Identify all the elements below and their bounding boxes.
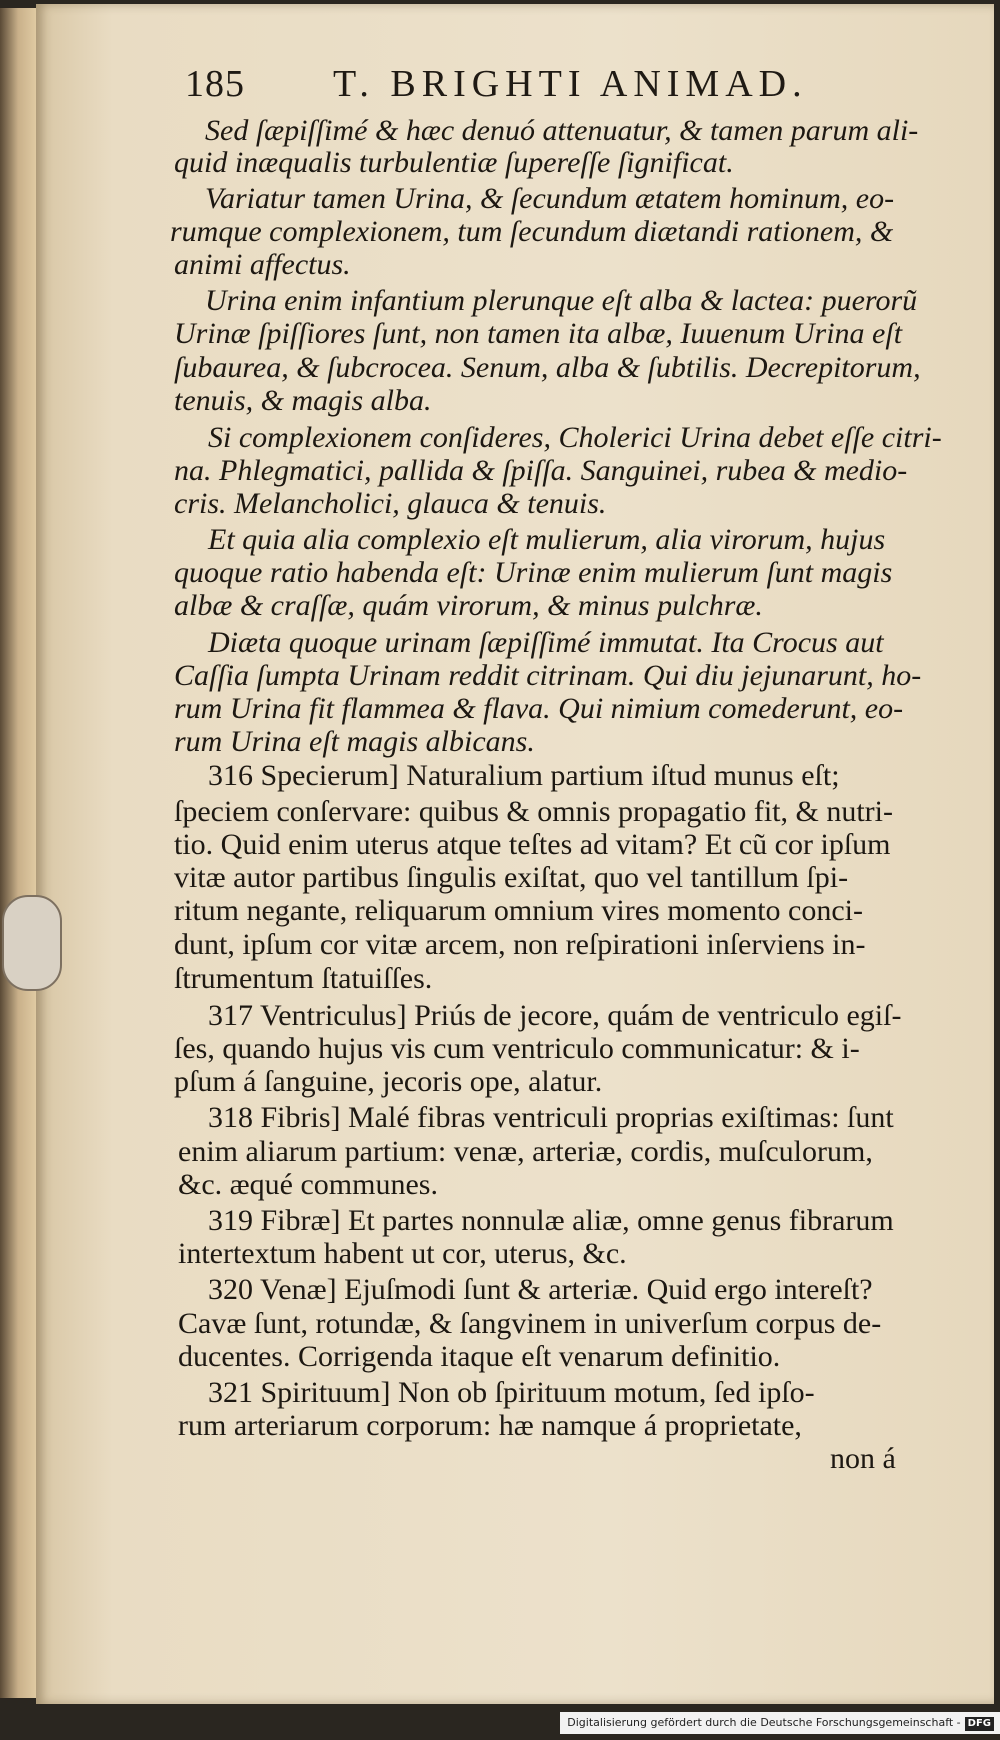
text-line: Et quia alia complexio eſt mulierum, alia virorum, hujus [208,523,886,556]
footer-credit [560,1712,1000,1734]
text-line: ritum negante, reliquarum omnium vires momento conci- [174,894,863,927]
page-number: 185 [185,63,245,105]
footer-text: Digitalisierung gefördert durch die Deutsche Forschungsgemeinschaft - [567,1716,961,1729]
text-line: vitæ autor partibus ſingulis exiſtat, quo vel tantillum ſpi- [174,861,849,894]
text-line: rum Urina fit flammea & flava. Qui nimium comederunt, eo- [174,692,904,725]
text-line: Sed ſæpiſſimé & hæc denuó attenuatur, & tamen parum ali- [205,114,919,147]
text-line: ſubaurea, & ſubcrocea. Senum, alba & ſubtilis. Decrepitorum, [174,351,921,384]
text-line: rum arteriarum corporum: hæ namque á proprietate, [178,1409,802,1442]
text-line: albæ & craſſæ, quám virorum, & minus pulchræ. [174,589,763,622]
text-line: quoque ratio habenda eſt: Urinæ enim mulierum ſunt magis [174,556,893,589]
text-line: intertextum habent ut cor, uterus, &c. [178,1237,627,1270]
text-line: Urinæ ſpiſſiores ſunt, non tamen ita albæ, Iuuenum Urina eſt [174,317,903,350]
text-line: non á [830,1442,896,1475]
text-line: rumque complexionem, tum ſecundum diætandi rationem, & [170,215,894,248]
text-line: &c. æqué communes. [178,1168,438,1201]
text-line: tio. Quid enim uterus atque teſtes ad vitam? Et cũ cor ipſum [174,828,891,861]
text-line: 321 Spirituum] Non ob ſpirituum motum, ſed ipſo- [208,1376,815,1409]
text-line: 316 Specierum] Naturalium partium iſtud munus eſt; [208,759,840,792]
text-line: rum Urina eſt magis albicans. [174,725,535,758]
text-line: 319 Fibræ] Et partes nonnulæ aliæ, omne genus fibrarum [208,1204,894,1237]
text-line: ſtrumentum ſtatuiſſes. [174,962,433,995]
text-line: 317 Ventriculus] Priús de jecore, quám de ventriculo egiſ- [208,999,902,1032]
running-title: T. BRIGHTI ANIMAD. [333,63,808,105]
page-clip [2,895,62,991]
text-line: Si complexionem conſideres, Cholerici Urina debet eſſe citri- [208,421,942,454]
text-line: ſpeciem conſervare: quibus & omnis propagatio fit, & nutri- [174,795,893,828]
text-line: na. Phlegmatici, pallida & ſpiſſa. Sanguinei, rubea & medio- [174,454,908,487]
text-line: enim aliarum partium: venæ, arteriæ, cordis, muſculorum, [178,1135,873,1168]
text-line: ducentes. Corrigenda itaque eſt venarum definitio. [178,1340,781,1373]
text-line: Caſſia ſumpta Urinam reddit citrinam. Qui diu jejunarunt, ho- [174,659,922,692]
text-line: dunt, ipſum cor vitæ arcem, non reſpirationi inſerviens in- [174,928,866,961]
text-line: 320 Venæ] Ejuſmodi ſunt & arteriæ. Quid ergo intereſt? [208,1273,873,1306]
text-line: cris. Melancholici, glauca & tenuis. [174,487,607,520]
text-line: 318 Fibris] Malé fibras ventriculi proprias exiſtimas: ſunt [208,1101,894,1134]
text-line: Variatur tamen Urina, & ſecundum ætatem hominum, eo- [205,182,895,215]
text-line: tenuis, & magis alba. [174,384,432,417]
text-line: ſes, quando hujus vis cum ventriculo communicatur: & i- [174,1032,860,1065]
dfg-logo: DFG [965,1717,994,1731]
text-line: quid inæqualis turbulentiæ ſupereſſe ſignificat. [174,146,734,179]
text-line: Urina enim infantium plerunque eſt alba & lactea: puerorũ [205,284,918,317]
text-line: pſum á ſanguine, jecoris ope, alatur. [174,1065,603,1098]
text-line: Diæta quoque urinam ſæpiſſimé immutat. Ita Crocus aut [208,626,884,659]
running-header [185,62,845,110]
text-line: animi affectus. [174,248,351,281]
text-line: Cavæ ſunt, rotundæ, & ſangvinem in univerſum corpus de- [178,1307,882,1340]
